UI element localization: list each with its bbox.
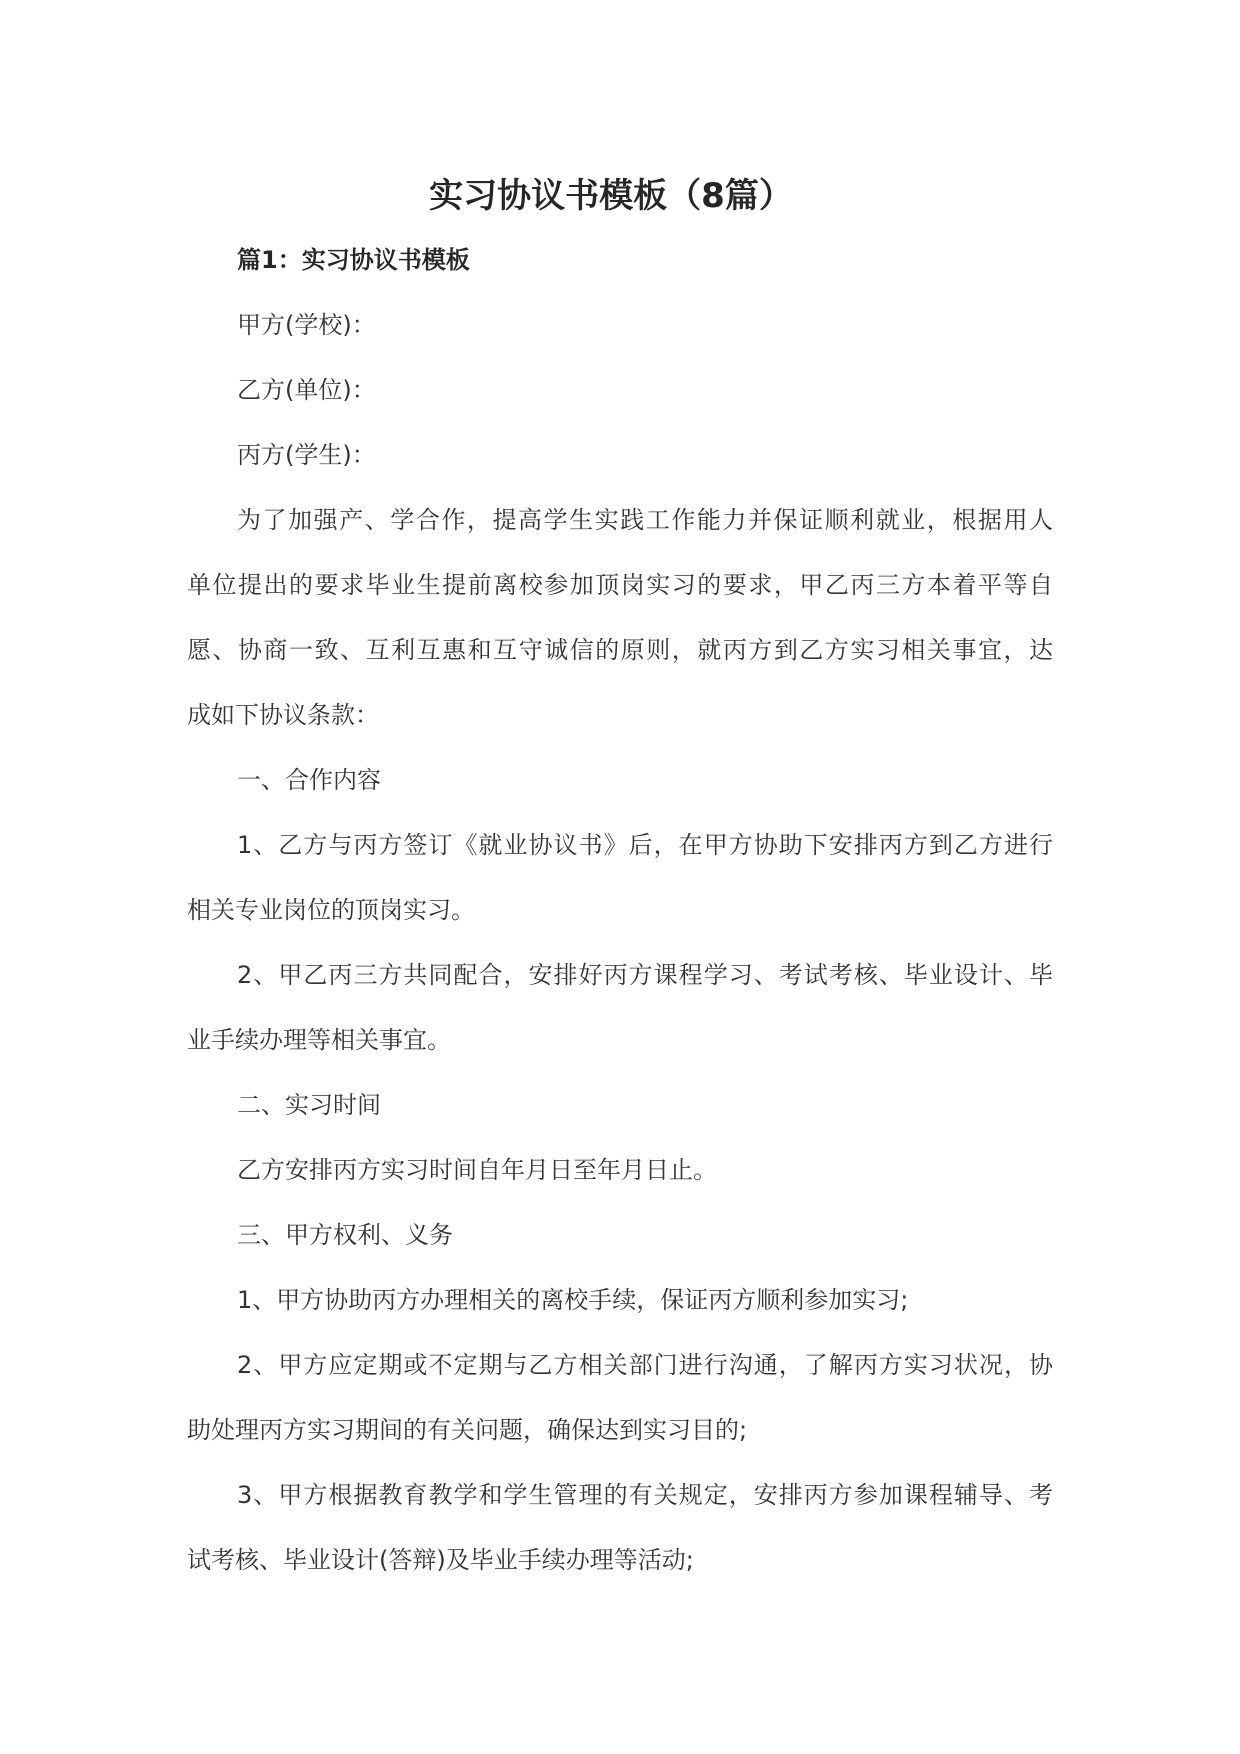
clause-3-3 — [187, 1463, 1053, 1593]
paragraph-line: 试考核、毕业设计(答辩)及毕业手续办理等活动; — [187, 1546, 694, 1574]
paragraph-line: 一、合作内容 — [237, 766, 381, 794]
section-2-heading — [187, 1073, 1053, 1138]
section-1-heading — [187, 748, 1053, 813]
document-title: 实习协议书模板（8篇） — [429, 176, 793, 216]
party-a-line — [187, 293, 1053, 358]
paragraph-line: 二、实习时间 — [237, 1091, 381, 1119]
paragraph-line: 三、甲方权利、义务 — [237, 1221, 453, 1249]
section-heading: 篇1：实习协议书模板 — [237, 246, 470, 274]
paragraph-line: 为了加强产、学合作，提高学生实践工作能力并保证顺利就业，根据用人 — [237, 506, 1053, 534]
paragraph-line: 愿、协商一致、互利互惠和互守诚信的原则，就丙方到乙方实习相关事宜，达 — [187, 636, 1053, 664]
clause-1-1 — [187, 813, 1053, 943]
paragraph-line: 相关专业岗位的顶岗实习。 — [187, 896, 475, 924]
paragraph-line: 丙方(学生)： — [237, 441, 376, 469]
document-body — [187, 228, 1053, 1593]
paragraph-line: 3、甲方根据教育教学和学生管理的有关规定，安排丙方参加课程辅导、考 — [237, 1481, 1053, 1509]
party-c-line — [187, 423, 1053, 488]
paragraph-line: 1、甲方协助丙方办理相关的离校手续，保证丙方顺利参加实习; — [237, 1286, 909, 1314]
paragraph-line: 2、甲方应定期或不定期与乙方相关部门进行沟通，了解丙方实习状况，协 — [237, 1351, 1053, 1379]
paragraph-line: 2、甲乙丙三方共同配合，安排好丙方课程学习、考试考核、毕业设计、毕 — [237, 961, 1053, 989]
paragraph-line: 乙方安排丙方实习时间自年月日至年月日止。 — [237, 1156, 717, 1184]
party-b-line — [187, 358, 1053, 423]
clause-1-2 — [187, 943, 1053, 1073]
clause-3-2 — [187, 1333, 1053, 1463]
clause-2-1 — [187, 1138, 1053, 1203]
section-3-heading — [187, 1203, 1053, 1268]
paragraph-line: 甲方(学校)： — [237, 311, 376, 339]
paragraph-line: 成如下协议条款： — [187, 701, 379, 729]
paragraph-line: 乙方(单位)： — [237, 376, 376, 404]
clause-3-1 — [187, 1268, 1053, 1333]
paragraph-line: 助处理丙方实习期间的有关问题，确保达到实习目的; — [187, 1416, 748, 1444]
paragraph-line: 单位提出的要求毕业生提前离校参加顶岗实习的要求，甲乙丙三方本着平等自 — [187, 571, 1053, 599]
paragraph-line: 业手续办理等相关事宜。 — [187, 1026, 451, 1054]
paragraph-line: 1、乙方与丙方签订《就业协议书》后，在甲方协助下安排丙方到乙方进行 — [237, 831, 1053, 859]
preamble-paragraph — [187, 488, 1053, 748]
